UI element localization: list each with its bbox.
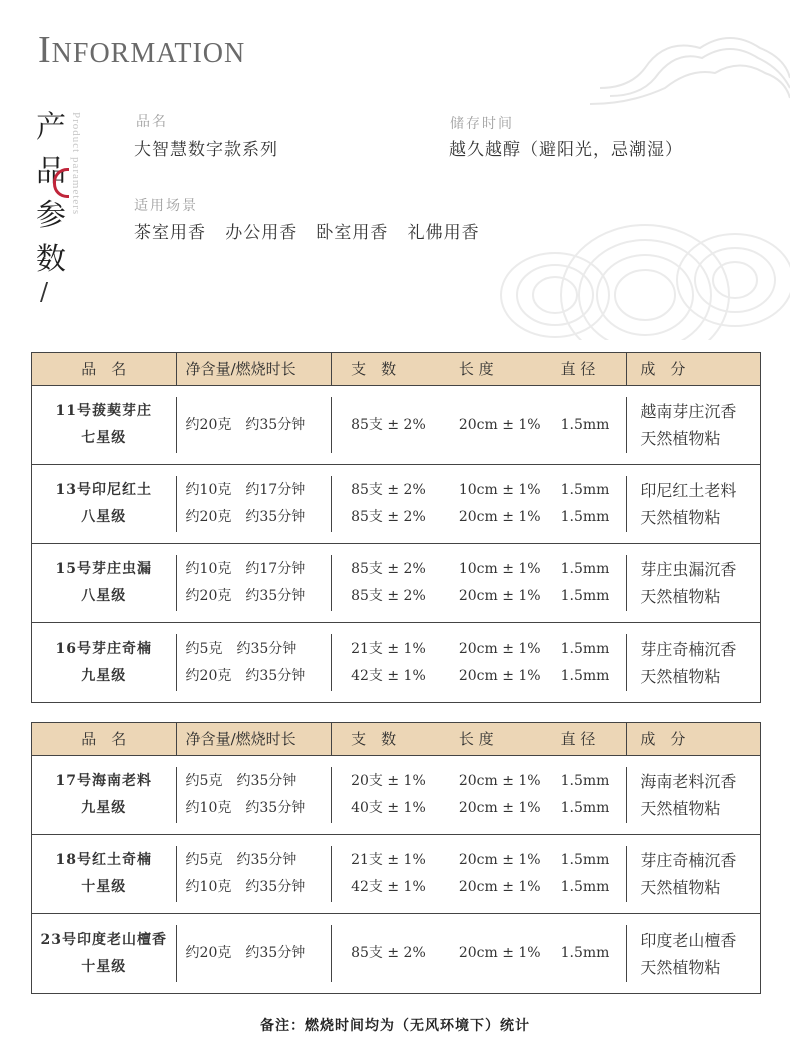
stick-length: 20cm ± 1% xyxy=(458,852,541,868)
storage-label: 储存时间 xyxy=(450,116,514,132)
table-row xyxy=(32,386,760,465)
footnote: 备注：燃烧时间均为（无风环境下）统计 xyxy=(260,1018,530,1034)
net-weight: 约20克 xyxy=(185,588,232,604)
stick-count-cell xyxy=(331,835,441,913)
net-weight-line xyxy=(186,477,332,504)
stick-count: 85支 ± 2% xyxy=(351,945,426,961)
stick-diameter: 1.5mm xyxy=(560,667,610,684)
stick-diameter-cell xyxy=(541,544,627,622)
ingredient: 天然植物粘 xyxy=(640,799,721,818)
burn-time: 约17分钟 xyxy=(245,561,306,577)
burn-time: 约35分钟 xyxy=(245,416,306,433)
stick-count-cell xyxy=(331,756,441,834)
net-weight: 约20克 xyxy=(185,667,232,684)
stick-length-cell xyxy=(441,914,541,993)
vertical-slash: / xyxy=(40,278,49,306)
product-name-cell xyxy=(32,465,176,543)
stick-diameter: 1.5mm xyxy=(560,416,610,433)
stick-length: 20cm ± 1% xyxy=(458,667,541,684)
burn-time: 约35分钟 xyxy=(245,800,306,816)
net-weight-line xyxy=(186,636,332,663)
header-name: 品 名 xyxy=(81,360,127,378)
header-ingredients: 成 分 xyxy=(626,723,760,755)
header-net: 净含量/燃烧时长 xyxy=(176,353,332,385)
net-weight-cell xyxy=(176,623,332,702)
ingredient: 海南老料沉香 xyxy=(640,772,737,791)
product-name: 11号菝葜芽庄 xyxy=(55,403,153,419)
product-grade: 十星级 xyxy=(81,879,127,895)
stick-count-cell xyxy=(331,386,441,464)
ingredient: 天然植物粘 xyxy=(640,587,721,606)
stick-diameter: 1.5mm xyxy=(560,852,610,868)
table-row xyxy=(32,544,760,623)
stick-length-cell xyxy=(441,386,541,464)
usage-value: 茶室用香 办公用香 卧室用香 礼佛用香 xyxy=(134,223,480,243)
ingredient: 天然植物粘 xyxy=(640,508,721,527)
stick-diameter-cell xyxy=(541,623,627,702)
ingredient-cell xyxy=(626,835,760,913)
ingredient: 印尼红土老料 xyxy=(640,481,737,500)
table-row xyxy=(32,623,760,702)
header-ingredients: 成 分 xyxy=(626,353,760,385)
product-name: 15号芽庄虫漏 xyxy=(55,561,153,577)
table-header xyxy=(32,353,760,386)
burn-time: 约35分钟 xyxy=(245,588,306,604)
stick-length-cell xyxy=(441,623,541,702)
net-weight: 约10克 xyxy=(185,561,232,577)
vertical-section-title: 产 品 参 数 xyxy=(36,110,66,277)
header-count: 支 数 xyxy=(331,723,441,755)
product-name: 18号红土奇楠 xyxy=(55,852,153,868)
stick-count-cell xyxy=(331,914,441,993)
stick-diameter-cell xyxy=(541,756,627,834)
burn-time: 约35分钟 xyxy=(245,667,306,684)
stick-length: 20cm ± 1% xyxy=(458,945,541,961)
ingredient: 天然植物粘 xyxy=(640,878,721,897)
stick-count: 20支 ± 1% xyxy=(351,773,426,789)
burn-time: 约35分钟 xyxy=(245,945,306,961)
page-title: INFORMATION xyxy=(38,29,246,71)
burn-time: 约35分钟 xyxy=(245,509,306,525)
stick-diameter: 1.5mm xyxy=(560,482,610,498)
ingredient: 越南芽庄沉香 xyxy=(640,402,737,421)
product-name-cell xyxy=(32,914,176,993)
ingredient: 天然植物粘 xyxy=(640,957,721,977)
product-name: 17号海南老料 xyxy=(55,773,153,789)
product-table-2 xyxy=(31,722,761,994)
stick-count: 42支 ± 1% xyxy=(351,667,426,684)
stick-count: 40支 ± 1% xyxy=(351,800,426,816)
net-weight-line xyxy=(186,874,332,901)
ingredient: 芽庄奇楠沉香 xyxy=(640,639,737,659)
product-table-1 xyxy=(31,352,761,703)
stick-count: 21支 ± 1% xyxy=(351,852,426,868)
table-row xyxy=(32,465,760,544)
product-grade: 八星级 xyxy=(81,588,127,604)
stick-diameter: 1.5mm xyxy=(560,945,610,961)
header-net: 净含量/燃烧时长 xyxy=(176,723,332,755)
stick-diameter-cell xyxy=(541,914,627,993)
header-count: 支 数 xyxy=(331,353,441,385)
ingredient: 天然植物粘 xyxy=(640,666,721,686)
ingredient-cell xyxy=(626,623,760,702)
net-weight: 约20克 xyxy=(185,509,232,525)
product-name-cell xyxy=(32,835,176,913)
ingredient-cell xyxy=(626,756,760,834)
stick-length: 20cm ± 1% xyxy=(458,773,541,789)
stick-count: 85支 ± 2% xyxy=(351,509,426,525)
net-weight: 约20克 xyxy=(185,945,232,961)
stick-length: 10cm ± 1% xyxy=(458,561,541,577)
stick-length-cell xyxy=(441,756,541,834)
header-diameter: 直 径 xyxy=(560,730,596,748)
stick-diameter-cell xyxy=(541,465,627,543)
net-weight-cell xyxy=(176,756,332,834)
stick-length: 10cm ± 1% xyxy=(458,482,541,498)
net-weight-line xyxy=(186,795,332,822)
stick-length-cell xyxy=(441,465,541,543)
stick-count-cell xyxy=(331,544,441,622)
net-weight: 约10克 xyxy=(185,482,232,498)
stick-count: 85支 ± 2% xyxy=(351,561,426,577)
net-weight-line xyxy=(186,940,332,967)
net-weight-cell xyxy=(176,465,332,543)
net-weight-line xyxy=(186,663,332,690)
net-weight: 约5克 xyxy=(185,852,223,868)
net-weight-cell xyxy=(176,835,332,913)
stick-length: 20cm ± 1% xyxy=(458,416,541,433)
product-name-cell xyxy=(32,386,176,464)
ingredient-cell xyxy=(626,386,760,464)
burn-time: 约35分钟 xyxy=(236,852,297,868)
header-name: 品 名 xyxy=(81,730,127,748)
stick-length-cell xyxy=(441,835,541,913)
stick-diameter: 1.5mm xyxy=(560,588,610,604)
product-grade: 九星级 xyxy=(81,667,127,684)
stick-length: 20cm ± 1% xyxy=(458,588,541,604)
stick-count: 42支 ± 1% xyxy=(351,879,426,895)
net-weight-cell xyxy=(176,544,332,622)
table-row xyxy=(32,756,760,835)
stick-count: 85支 ± 2% xyxy=(351,482,426,498)
stick-length-cell xyxy=(441,544,541,622)
ingredient-cell xyxy=(626,914,760,993)
net-weight-cell xyxy=(176,386,332,464)
net-weight-line xyxy=(186,847,332,874)
name-value: 大智慧数字款系列 xyxy=(134,140,278,160)
product-name: 23号印度老山檀香 xyxy=(40,931,168,948)
stick-length: 20cm ± 1% xyxy=(458,640,541,657)
header-length: 长 度 xyxy=(458,730,494,748)
usage-label: 适用场景 xyxy=(134,198,198,214)
storage-value: 越久越醇（避阳光，忌潮湿） xyxy=(449,140,683,160)
stick-length: 20cm ± 1% xyxy=(458,800,541,816)
net-weight: 约20克 xyxy=(185,416,232,433)
table-header xyxy=(32,723,760,756)
stick-diameter: 1.5mm xyxy=(560,640,610,657)
net-weight: 约5克 xyxy=(185,640,223,657)
product-name-cell xyxy=(32,623,176,702)
net-weight: 约5克 xyxy=(185,773,223,789)
stick-diameter: 1.5mm xyxy=(560,561,610,577)
header-length: 长 度 xyxy=(458,360,494,378)
ingredient: 印度老山檀香 xyxy=(640,930,737,950)
stick-diameter: 1.5mm xyxy=(560,773,610,789)
cloud-decoration-right xyxy=(495,200,790,340)
stick-count: 85支 ± 2% xyxy=(351,416,426,433)
stick-count: 21支 ± 1% xyxy=(351,640,426,657)
stick-diameter: 1.5mm xyxy=(560,879,610,895)
net-weight-cell xyxy=(176,914,332,993)
header-diameter: 直 径 xyxy=(560,360,596,378)
burn-time: 约17分钟 xyxy=(245,482,306,498)
product-grade: 九星级 xyxy=(81,800,127,816)
net-weight: 约10克 xyxy=(185,879,232,895)
stick-diameter-cell xyxy=(541,835,627,913)
product-grade: 八星级 xyxy=(81,509,127,525)
net-weight-line xyxy=(186,583,332,610)
vertical-english-subtitle: Product parameters xyxy=(70,112,82,216)
name-label: 品名 xyxy=(136,114,168,130)
ingredient: 天然植物粘 xyxy=(640,429,721,448)
product-name: 13号印尼红土 xyxy=(55,482,153,498)
stick-count-cell xyxy=(331,623,441,702)
stick-count: 85支 ± 2% xyxy=(351,588,426,604)
stick-diameter: 1.5mm xyxy=(560,509,610,525)
net-weight-line xyxy=(186,504,332,531)
net-weight-line xyxy=(186,412,332,439)
ingredient: 芽庄虫漏沉香 xyxy=(640,560,737,579)
ingredient-cell xyxy=(626,465,760,543)
table-row xyxy=(32,914,760,993)
burn-time: 约35分钟 xyxy=(236,640,297,657)
product-name: 16号芽庄奇楠 xyxy=(55,640,153,657)
product-name-cell xyxy=(32,544,176,622)
net-weight: 约10克 xyxy=(185,800,232,816)
ingredient-cell xyxy=(626,544,760,622)
stick-diameter: 1.5mm xyxy=(560,800,610,816)
product-grade: 十星级 xyxy=(81,958,127,975)
product-name-cell xyxy=(32,756,176,834)
net-weight-line xyxy=(186,768,332,795)
stick-length: 20cm ± 1% xyxy=(458,509,541,525)
stick-count-cell xyxy=(331,465,441,543)
stick-length: 20cm ± 1% xyxy=(458,879,541,895)
burn-time: 约35分钟 xyxy=(236,773,297,789)
cloud-decoration-top xyxy=(590,18,790,108)
ingredient: 芽庄奇楠沉香 xyxy=(640,851,737,870)
table-row xyxy=(32,835,760,914)
net-weight-line xyxy=(186,556,332,583)
stick-diameter-cell xyxy=(541,386,627,464)
product-grade: 七星级 xyxy=(81,430,127,446)
burn-time: 约35分钟 xyxy=(245,879,306,895)
